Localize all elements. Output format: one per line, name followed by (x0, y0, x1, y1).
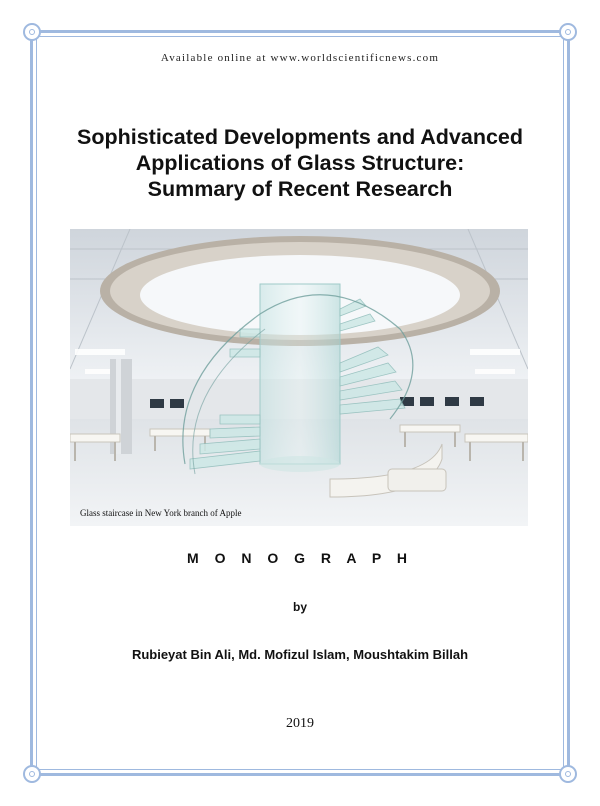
corner-ornament-bottom-left (23, 765, 41, 783)
publication-year: 2019 (286, 716, 314, 731)
title-line-3: Summary of Recent Research (147, 177, 453, 201)
corner-ornament-bottom-right (559, 765, 577, 783)
title-line-2: Applications of Glass Structure: (135, 151, 465, 175)
corner-ornament-top-left (23, 23, 41, 41)
image-caption: Glass staircase in New York branch of Apple (80, 508, 242, 518)
glass-staircase-illustration (70, 229, 528, 526)
cover-image (70, 229, 528, 526)
availability-note: Available online at www.worldscientificnews.com (160, 52, 440, 64)
document-type: M O N O G R A P H (187, 550, 413, 566)
corner-ornament-top-right (559, 23, 577, 41)
authors: Rubieyat Bin Ali, Md. Mofizul Islam, Moushtakim Billah (131, 647, 469, 662)
by-label: by (292, 600, 307, 614)
title-line-1: Sophisticated Developments and Advanced (76, 125, 524, 149)
document-title (60, 124, 540, 202)
